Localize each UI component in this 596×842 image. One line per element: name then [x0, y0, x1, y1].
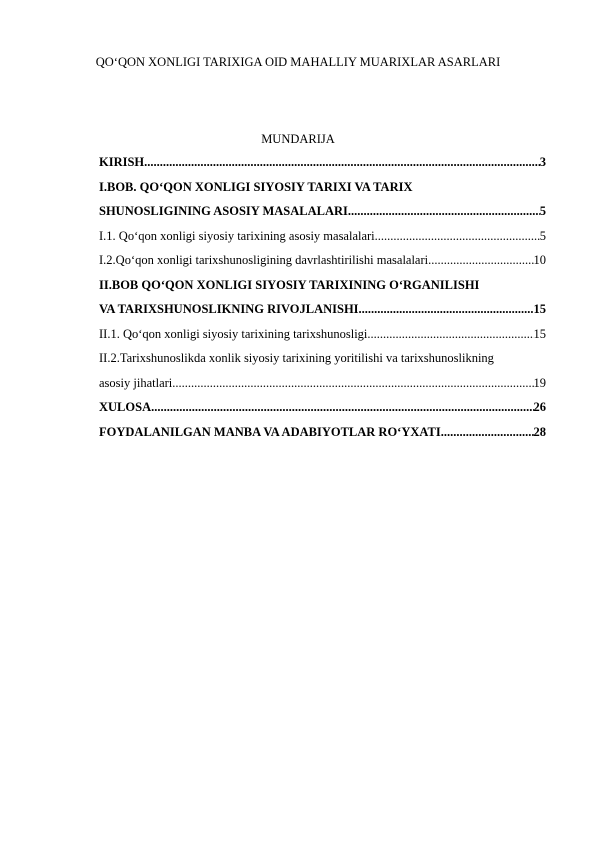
toc-entry[interactable] — [99, 273, 546, 298]
toc-entry-label: FOYDALANILGAN MANBA VA ADABIYOTLAR RO‘YXATI — [99, 424, 441, 439]
document-title: QO‘QON XONLIGI TARIXIGA OID MAHALLIY MUARIXLAR ASARLARI — [95, 55, 501, 69]
toc-entry-page: 10 — [533, 253, 546, 267]
toc-leader-dots — [172, 371, 533, 396]
toc-entry[interactable] — [99, 224, 546, 249]
toc-entry-label: I.1. Qo‘qon xonligi siyosiy tarixining asosiy masalalari — [99, 228, 375, 243]
toc-leader-dots — [441, 420, 534, 445]
toc-entry[interactable] — [99, 150, 546, 175]
toc-entry-label: I.2.Qo‘qon xonligi tarixshunosligining davrlashtirilishi masalalari — [99, 253, 429, 267]
toc-entry-page: 15 — [533, 302, 546, 316]
toc-entry[interactable] — [99, 420, 546, 445]
toc-entry-label: asosiy jihatlari — [99, 375, 173, 390]
toc-entry[interactable] — [99, 199, 546, 224]
toc-entry-label: II.BOB QO‘QON XONLIGI SIYOSIY TARIXINING O‘RGANILISHI — [99, 277, 480, 292]
toc-entry-label: KIRISH — [99, 155, 145, 169]
toc-entry-page: 28 — [533, 424, 546, 439]
toc-leader-dots — [359, 297, 534, 322]
toc-entry-page: 5 — [539, 228, 546, 243]
toc-entry[interactable] — [99, 371, 546, 396]
toc-leader-dots — [348, 199, 540, 224]
toc-entry[interactable] — [99, 395, 546, 420]
toc-entry-label: SHUNOSLIGINING ASOSIY MASALALARI — [99, 204, 348, 218]
toc-entry-label: II.1. Qo‘qon xonligi siyosiy tarixining tarixshunosligi — [99, 326, 368, 341]
toc-leader-dots — [144, 150, 540, 175]
toc-entry[interactable] — [99, 322, 546, 347]
toc-entry[interactable] — [99, 175, 546, 200]
toc-leader-dots — [428, 248, 533, 273]
toc-entry-label: I.BOB. QO‘QON XONLIGI SIYOSIY TARIXI VA TARIX — [99, 179, 413, 194]
toc-entry-page: 19 — [533, 375, 546, 390]
toc-entry-label: VA TARIXSHUNOSLIKNING RIVOJLANISHI — [99, 302, 359, 316]
toc-entry-label: II.2.Tarixshunoslikda xonlik siyosiy tarixining yoritilishi va tarixshunoslikning — [99, 351, 494, 365]
table-of-contents — [99, 150, 546, 444]
toc-entry-page: 3 — [539, 155, 546, 169]
toc-entry-page: 5 — [539, 204, 546, 218]
toc-leader-dots — [151, 395, 533, 420]
toc-entry-label: XULOSA — [99, 400, 152, 414]
toc-entry[interactable] — [99, 346, 546, 371]
toc-leader-dots — [367, 322, 533, 347]
toc-entry[interactable] — [99, 248, 546, 273]
toc-leader-dots — [375, 224, 540, 249]
toc-entry-page: 15 — [533, 326, 546, 341]
toc-heading: MUNDARIJA — [261, 132, 335, 146]
toc-entry-page: 26 — [533, 400, 546, 414]
toc-entry[interactable] — [99, 297, 546, 322]
